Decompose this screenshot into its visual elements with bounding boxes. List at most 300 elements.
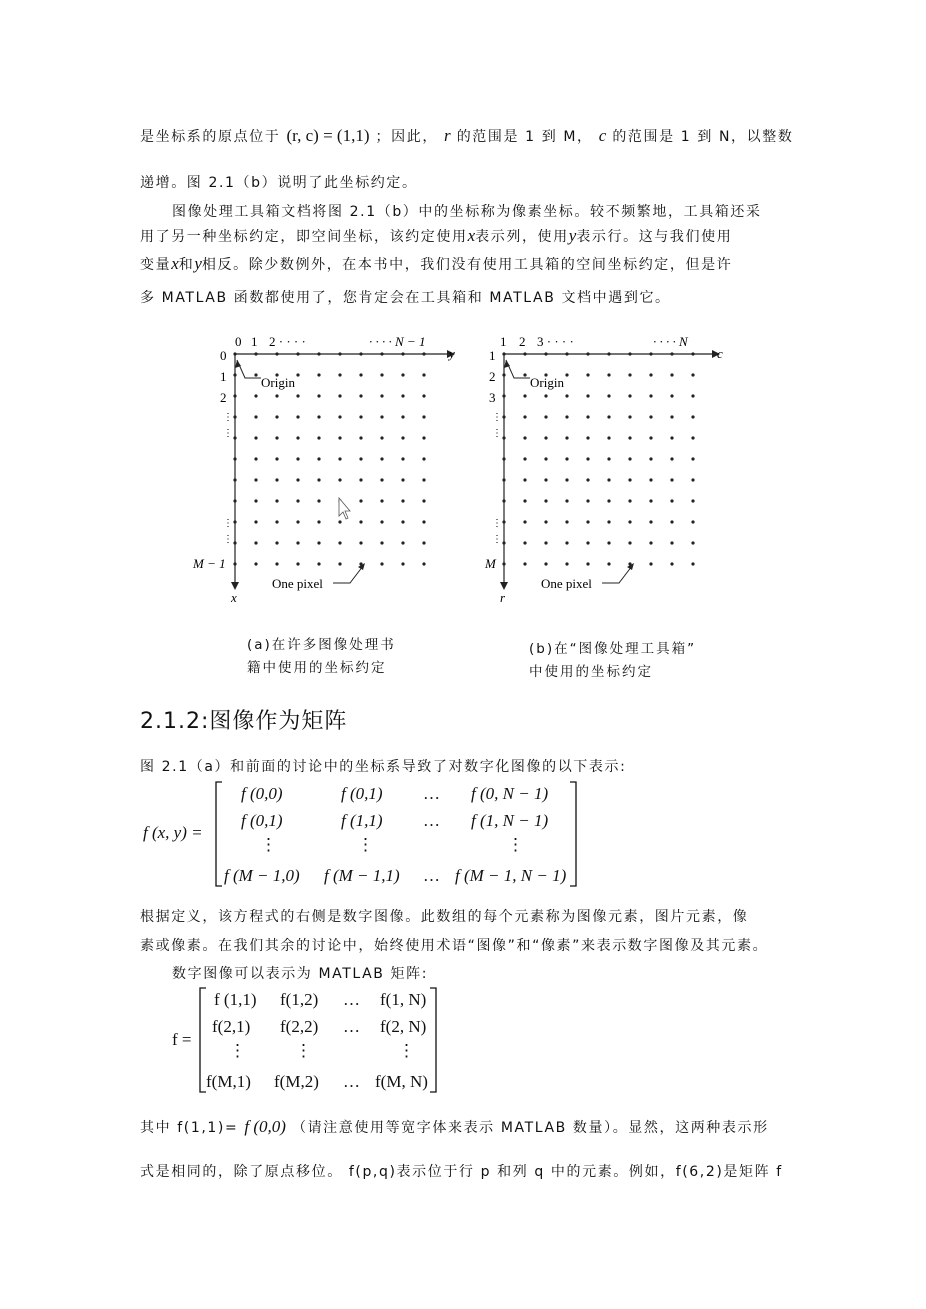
pixel-dot bbox=[380, 499, 383, 502]
pixel-dot bbox=[275, 415, 278, 418]
pixel-dot bbox=[296, 352, 299, 355]
pixel-dot bbox=[670, 373, 673, 376]
pixel-dot bbox=[359, 541, 362, 544]
pixel-dot bbox=[565, 478, 568, 481]
origin-formula: (r, c) = (1,1) bbox=[286, 126, 370, 145]
pixel-dot bbox=[254, 478, 257, 481]
pixel-dot bbox=[523, 499, 526, 502]
pixel-dot bbox=[628, 499, 631, 502]
fig-a-origin-label: Origin bbox=[261, 375, 295, 390]
matrix-cell: f (1,1) bbox=[341, 811, 383, 830]
pixel-dot bbox=[628, 457, 631, 460]
para5-line-1 bbox=[140, 1117, 788, 1137]
matrix-cell: f(2,1) bbox=[212, 1017, 251, 1036]
matrix-cell: f (0,0) bbox=[241, 784, 283, 803]
para2-text: 相反。除少数例外，在本书中，我们没有使用工具箱的空间坐标约定，但是许 bbox=[201, 257, 733, 273]
pixel-dot bbox=[380, 394, 383, 397]
pixel-dot bbox=[565, 499, 568, 502]
pixel-dot bbox=[670, 352, 673, 355]
matrix-cell: f(M, N) bbox=[375, 1072, 428, 1091]
pixel-dot bbox=[317, 520, 320, 523]
pixel-dot bbox=[628, 541, 631, 544]
fig-b-vdots: ⋮ bbox=[492, 412, 502, 423]
fig-a-vdots: ⋮ bbox=[223, 412, 233, 423]
pixel-dot bbox=[502, 415, 505, 418]
pixel-dot bbox=[296, 478, 299, 481]
figure-b-caption bbox=[529, 638, 696, 684]
pixel-dot bbox=[401, 520, 404, 523]
pixel-dot bbox=[380, 415, 383, 418]
matrix-cell: ⋮ bbox=[229, 1041, 246, 1060]
matrix-cell: f (0,1) bbox=[241, 811, 283, 830]
pixel-dot bbox=[691, 562, 694, 565]
pixel-dot bbox=[254, 562, 257, 565]
pixel-dot bbox=[275, 436, 278, 439]
para2-text: 表示行。这与我们使用 bbox=[576, 229, 733, 245]
var-y: y bbox=[568, 226, 577, 245]
pixel-dot bbox=[422, 478, 425, 481]
pixel-dot bbox=[317, 541, 320, 544]
fig-b-origin-label: Origin bbox=[530, 375, 564, 390]
pixel-dot bbox=[691, 394, 694, 397]
pixel-dot bbox=[254, 520, 257, 523]
pixel-dot bbox=[338, 352, 341, 355]
pixel-dot bbox=[359, 394, 362, 397]
fig-b-top-2: 3 · · · · bbox=[537, 334, 574, 349]
pixel-dot bbox=[422, 436, 425, 439]
pixel-dot bbox=[670, 457, 673, 460]
pixel-dot bbox=[296, 562, 299, 565]
pixel-dot bbox=[275, 520, 278, 523]
fig-a-top-3: · · · · N − 1 bbox=[369, 334, 426, 349]
pixel-dot bbox=[586, 478, 589, 481]
pixel-dot bbox=[565, 562, 568, 565]
para2-text: 和 bbox=[178, 257, 195, 273]
pixel-dot bbox=[233, 352, 236, 355]
pixel-dot bbox=[586, 394, 589, 397]
pixel-dot bbox=[254, 352, 257, 355]
matrix-1-lhs: f (x, y) = bbox=[143, 823, 203, 842]
matrix-cell: f(1,2) bbox=[280, 990, 319, 1009]
pixel-dot bbox=[628, 394, 631, 397]
pixel-dot bbox=[380, 520, 383, 523]
pixel-dot bbox=[691, 478, 694, 481]
pixel-dot bbox=[649, 394, 652, 397]
pixel-dot bbox=[607, 394, 610, 397]
fig-b-vdots: ⋮ bbox=[492, 428, 502, 439]
matrix-cell: f(M,2) bbox=[274, 1072, 319, 1091]
fig-b-vdots: ⋮ bbox=[492, 534, 502, 545]
pixel-dot bbox=[628, 415, 631, 418]
pixel-dot bbox=[523, 541, 526, 544]
pixel-dot bbox=[254, 436, 257, 439]
pixel-dot bbox=[401, 478, 404, 481]
pixel-dot bbox=[317, 436, 320, 439]
pixel-dot bbox=[296, 373, 299, 376]
figure-a-caption-line-2: 籍中使用的坐标约定 bbox=[247, 660, 387, 676]
matrix-cell: ⋮ bbox=[357, 835, 374, 854]
var-y: y bbox=[194, 254, 202, 273]
pixel-dot bbox=[691, 436, 694, 439]
pixel-dot bbox=[586, 373, 589, 376]
pixel-dot bbox=[691, 373, 694, 376]
pixel-dot bbox=[691, 499, 694, 502]
pixel-dot bbox=[523, 373, 526, 376]
pixel-dot bbox=[670, 478, 673, 481]
pixel-dot bbox=[296, 415, 299, 418]
intro-text-b: ；因此， bbox=[375, 129, 438, 145]
pixel-dot bbox=[607, 436, 610, 439]
pixel-dot bbox=[502, 457, 505, 460]
pixel-dot bbox=[628, 478, 631, 481]
pixel-dot bbox=[422, 499, 425, 502]
pixel-dot bbox=[586, 520, 589, 523]
pixel-dot bbox=[422, 520, 425, 523]
fig-a-left-2: 2 bbox=[220, 390, 227, 405]
fig-a-left-1: 1 bbox=[220, 369, 227, 384]
intro-line-1 bbox=[140, 126, 794, 146]
intro-text-a: 是坐标系的原点位于 bbox=[140, 129, 281, 145]
fig-a-top-0: 0 bbox=[235, 334, 242, 349]
fig-a-left-0: 0 bbox=[220, 348, 227, 363]
pixel-dot bbox=[523, 394, 526, 397]
pixel-dot bbox=[338, 373, 341, 376]
pixel-dot bbox=[565, 457, 568, 460]
mouse-cursor-icon bbox=[339, 498, 350, 519]
pixel-dot bbox=[233, 457, 236, 460]
pixel-dot bbox=[317, 394, 320, 397]
pixel-dot bbox=[275, 457, 278, 460]
pixel-dot bbox=[502, 499, 505, 502]
para2-text: 用了另一种坐标约定，即空间坐标，该约定使用 bbox=[140, 229, 468, 245]
pixel-dot bbox=[691, 541, 694, 544]
pixel-dot bbox=[380, 373, 383, 376]
pixel-dot bbox=[607, 415, 610, 418]
pixel-dot bbox=[317, 352, 320, 355]
matrix-2-lhs: f = bbox=[172, 1030, 192, 1049]
pixel-dot bbox=[296, 457, 299, 460]
pixel-dot bbox=[254, 394, 257, 397]
pixel-dot bbox=[544, 499, 547, 502]
pixel-dot bbox=[359, 436, 362, 439]
fig-b-axis-r: r bbox=[500, 590, 506, 605]
pixel-dot bbox=[380, 352, 383, 355]
figure-a-caption-line-1: (a)在许多图像处理书 bbox=[247, 637, 396, 653]
pixel-dot bbox=[607, 499, 610, 502]
pixel-dot bbox=[670, 394, 673, 397]
matrix-cell: … bbox=[423, 866, 440, 885]
f00-formula: f (0,0) bbox=[244, 1117, 286, 1136]
pixel-dot bbox=[380, 478, 383, 481]
fig-a-top-2: 2 · · · · bbox=[269, 334, 306, 349]
pixel-dot bbox=[544, 352, 547, 355]
intro-line-2: 递增。图 2.1（b）说明了此坐标约定。 bbox=[140, 175, 418, 191]
pixel-dot bbox=[586, 436, 589, 439]
pixel-dot bbox=[401, 436, 404, 439]
pixel-dot bbox=[254, 457, 257, 460]
pixel-dot bbox=[317, 499, 320, 502]
matrix-cell: f (M − 1,0) bbox=[224, 866, 300, 885]
matrix-cell: … bbox=[343, 990, 360, 1009]
pixel-dot bbox=[401, 457, 404, 460]
pixel-dot bbox=[338, 457, 341, 460]
var-r: r bbox=[444, 126, 451, 145]
pixel-dot bbox=[254, 541, 257, 544]
figure-a-caption bbox=[247, 634, 396, 680]
pixel-dot bbox=[359, 478, 362, 481]
pixel-dot bbox=[422, 373, 425, 376]
para4-line-1: 根据定义，该方程式的右侧是数字图像。此数组的每个元素称为图像元素，图片元素，像 bbox=[140, 909, 749, 925]
fig-b-left-3: M bbox=[485, 556, 496, 571]
para5-line-2: 式是相同的，除了原点移位。 f(p,q)表示位于行 p 和列 q 中的元素。例如，f(6,2)是矩阵 f bbox=[140, 1164, 783, 1180]
pixel-dot bbox=[233, 499, 236, 502]
pixel-dot bbox=[649, 562, 652, 565]
pixel-dot bbox=[649, 520, 652, 523]
pixel-dot bbox=[275, 541, 278, 544]
fig-a-vdots: ⋮ bbox=[223, 534, 233, 545]
pixel-dot bbox=[502, 562, 505, 565]
para2-text: 表示列，使用 bbox=[475, 229, 569, 245]
pixel-dot bbox=[502, 373, 505, 376]
fig-b-axis-c: c bbox=[717, 346, 723, 361]
fig-b-pixel-label: One pixel bbox=[541, 576, 592, 591]
pixel-dot bbox=[338, 562, 341, 565]
pixel-dot bbox=[401, 352, 404, 355]
matrix-cell: … bbox=[423, 811, 440, 830]
pixel-dot bbox=[317, 457, 320, 460]
matrix-cell: … bbox=[423, 784, 440, 803]
pixel-dot bbox=[401, 394, 404, 397]
para5-text: （请注意使用等宽字体来表示 MATLAB 数量）。显然，这两种表示形 bbox=[291, 1120, 769, 1136]
matrix-cell: f (0,1) bbox=[341, 784, 383, 803]
pixel-dot bbox=[359, 499, 362, 502]
matrix-cell: f(1, N) bbox=[380, 990, 427, 1009]
pixel-dot bbox=[628, 373, 631, 376]
pixel-dot bbox=[544, 541, 547, 544]
pixel-dot bbox=[275, 562, 278, 565]
section-heading: 2.1.2:图像作为矩阵 bbox=[140, 709, 348, 734]
figure-b-caption-line-2: 中使用的坐标约定 bbox=[529, 664, 653, 680]
pixel-dot bbox=[233, 394, 236, 397]
matrix-cell: f (1, N − 1) bbox=[471, 811, 549, 830]
pixel-dot bbox=[233, 415, 236, 418]
pixel-dot bbox=[317, 415, 320, 418]
pixel-dot bbox=[380, 457, 383, 460]
pixel-dot bbox=[607, 457, 610, 460]
pixel-dot bbox=[523, 436, 526, 439]
pixel-dot bbox=[607, 478, 610, 481]
pixel-dot bbox=[607, 373, 610, 376]
para2-line-4: 多 MATLAB 函数都使用了，您肯定会在工具箱和 MATLAB 文档中遇到它。 bbox=[140, 290, 671, 306]
matrix-cell: f (1,1) bbox=[214, 990, 257, 1009]
pixel-dot bbox=[359, 520, 362, 523]
intro-text-d: 的范围是 1 到 N，以整数 bbox=[612, 129, 794, 145]
pixel-dot bbox=[544, 457, 547, 460]
pixel-dot bbox=[607, 541, 610, 544]
pixel-dot bbox=[275, 352, 278, 355]
var-c: c bbox=[598, 126, 607, 145]
pixel-dot bbox=[296, 394, 299, 397]
pixel-dot bbox=[523, 562, 526, 565]
pixel-dot bbox=[317, 373, 320, 376]
pixel-dot bbox=[401, 562, 404, 565]
figure-b-coordinate-grid bbox=[475, 330, 765, 605]
fig-b-top-0: 1 bbox=[500, 334, 507, 349]
pixel-dot bbox=[565, 520, 568, 523]
matrix-cell: f(M,1) bbox=[206, 1072, 251, 1091]
pixel-dot bbox=[523, 415, 526, 418]
pixel-dot bbox=[422, 394, 425, 397]
pixel-dot bbox=[670, 415, 673, 418]
pixel-dot bbox=[565, 436, 568, 439]
pixel-dot bbox=[233, 478, 236, 481]
pixel-dot bbox=[401, 415, 404, 418]
pixel-dot bbox=[338, 415, 341, 418]
pixel-dot bbox=[275, 394, 278, 397]
pixel-dot bbox=[586, 457, 589, 460]
matrix-cell: f(2,2) bbox=[280, 1017, 319, 1036]
pixel-dot bbox=[380, 562, 383, 565]
para2-line-1: 图像处理工具箱文档将图 2.1（b）中的坐标称为像素坐标。较不频繁地，工具箱还采 bbox=[172, 204, 762, 220]
pixel-dot bbox=[670, 562, 673, 565]
pixel-dot bbox=[380, 436, 383, 439]
pixel-dot bbox=[254, 415, 257, 418]
pixel-dot bbox=[670, 499, 673, 502]
figure-b-caption-line-1: (b)在“图像处理工具箱” bbox=[529, 641, 697, 657]
matrix-cell: ⋮ bbox=[295, 1041, 312, 1060]
fig-b-left-0: 1 bbox=[489, 348, 496, 363]
pixel-dot bbox=[422, 457, 425, 460]
fig-b-top-1: 2 bbox=[519, 334, 526, 349]
pixel-dot bbox=[607, 352, 610, 355]
pixel-dot bbox=[502, 394, 505, 397]
para4-line-2: 素或像素。在我们其余的讨论中，始终使用术语“图像”和“像素”来表示数字图像及其元素。 bbox=[140, 938, 769, 954]
pixel-dot bbox=[649, 457, 652, 460]
pixel-dot bbox=[422, 562, 425, 565]
pixel-dot bbox=[422, 415, 425, 418]
pixel-dot bbox=[422, 541, 425, 544]
pixel-dot bbox=[338, 541, 341, 544]
matrix-cell: ⋮ bbox=[398, 1041, 415, 1060]
fig-a-axis-x: x bbox=[231, 590, 237, 605]
pixel-dot bbox=[359, 457, 362, 460]
figure-a-coordinate-grid bbox=[185, 330, 475, 605]
pixel-dot bbox=[670, 436, 673, 439]
pixel-dot bbox=[649, 373, 652, 376]
matrix-cell: f(2, N) bbox=[380, 1017, 427, 1036]
pixel-dot bbox=[422, 352, 425, 355]
pixel-dot bbox=[502, 436, 505, 439]
pixel-dot bbox=[565, 394, 568, 397]
pixel-dot bbox=[544, 436, 547, 439]
pixel-dot bbox=[565, 352, 568, 355]
pixel-dot bbox=[628, 436, 631, 439]
para2-line-2 bbox=[140, 226, 788, 246]
pixel-dot bbox=[233, 436, 236, 439]
pixel-dot bbox=[317, 562, 320, 565]
pixel-dot bbox=[649, 541, 652, 544]
fig-a-pixel-label: One pixel bbox=[272, 576, 323, 591]
pixel-dot bbox=[296, 541, 299, 544]
matrix-cell: ⋮ bbox=[260, 835, 277, 854]
pixel-dot bbox=[670, 541, 673, 544]
var-x: x bbox=[171, 254, 179, 273]
pixel-dot bbox=[275, 499, 278, 502]
para2-line-3 bbox=[140, 254, 788, 274]
matrix-cell: … bbox=[343, 1072, 360, 1091]
pixel-dot bbox=[338, 436, 341, 439]
pixel-dot bbox=[502, 478, 505, 481]
pixel-dot bbox=[544, 520, 547, 523]
pixel-dot bbox=[523, 352, 526, 355]
pixel-dot bbox=[544, 562, 547, 565]
intro-text-c: 的范围是 1 到 M， bbox=[456, 129, 593, 145]
pixel-dot bbox=[565, 415, 568, 418]
pixel-dot bbox=[649, 499, 652, 502]
pixel-dot bbox=[401, 541, 404, 544]
pixel-dot bbox=[586, 352, 589, 355]
fig-a-axis-y: y bbox=[449, 346, 455, 361]
pixel-dot bbox=[233, 562, 236, 565]
pixel-dot bbox=[338, 520, 341, 523]
pixel-dot bbox=[317, 478, 320, 481]
fig-a-vdots: ⋮ bbox=[223, 428, 233, 439]
pixel-dot bbox=[691, 415, 694, 418]
pixel-dot bbox=[233, 373, 236, 376]
pixel-dot bbox=[296, 436, 299, 439]
pixel-dot bbox=[523, 478, 526, 481]
para4-line-3: 数字图像可以表示为 MATLAB 矩阵: bbox=[172, 966, 429, 982]
pixel-dot bbox=[296, 520, 299, 523]
pixel-dot bbox=[628, 352, 631, 355]
pixel-dot bbox=[607, 562, 610, 565]
fig-b-top-3: · · · · N bbox=[653, 334, 688, 349]
fig-a-vdots: ⋮ bbox=[223, 518, 233, 529]
pixel-dot bbox=[586, 562, 589, 565]
matrix-cell: … bbox=[343, 1017, 360, 1036]
pixel-dot bbox=[586, 499, 589, 502]
matrix-cell: f (M − 1, N − 1) bbox=[455, 866, 567, 885]
para2-text: 变量 bbox=[140, 257, 172, 273]
pixel-dot bbox=[502, 541, 505, 544]
pixel-dot bbox=[565, 373, 568, 376]
pixel-dot bbox=[628, 520, 631, 523]
matrix-cell: f (M − 1,1) bbox=[324, 866, 400, 885]
pixel-dot bbox=[275, 478, 278, 481]
pixel-dot bbox=[649, 436, 652, 439]
matrix-cell: f (0, N − 1) bbox=[471, 784, 549, 803]
para5-text: 其中 f(1,1)= bbox=[140, 1120, 239, 1136]
pixel-dot bbox=[523, 457, 526, 460]
pixel-dot bbox=[338, 478, 341, 481]
pixel-dot bbox=[649, 352, 652, 355]
pixel-dot bbox=[254, 373, 257, 376]
pixel-dot bbox=[233, 520, 236, 523]
fig-a-top-1: 1 bbox=[251, 334, 258, 349]
pixel-dot bbox=[359, 352, 362, 355]
pixel-dot bbox=[401, 499, 404, 502]
pixel-dot bbox=[670, 520, 673, 523]
pixel-dot bbox=[523, 520, 526, 523]
pixel-dot bbox=[502, 520, 505, 523]
pixel-dot bbox=[649, 478, 652, 481]
fig-a-left-3: M − 1 bbox=[193, 556, 226, 571]
pixel-dot bbox=[544, 415, 547, 418]
pixel-dot bbox=[296, 499, 299, 502]
pixel-dot bbox=[544, 394, 547, 397]
pixel-dot bbox=[380, 541, 383, 544]
pixel-dot bbox=[359, 373, 362, 376]
